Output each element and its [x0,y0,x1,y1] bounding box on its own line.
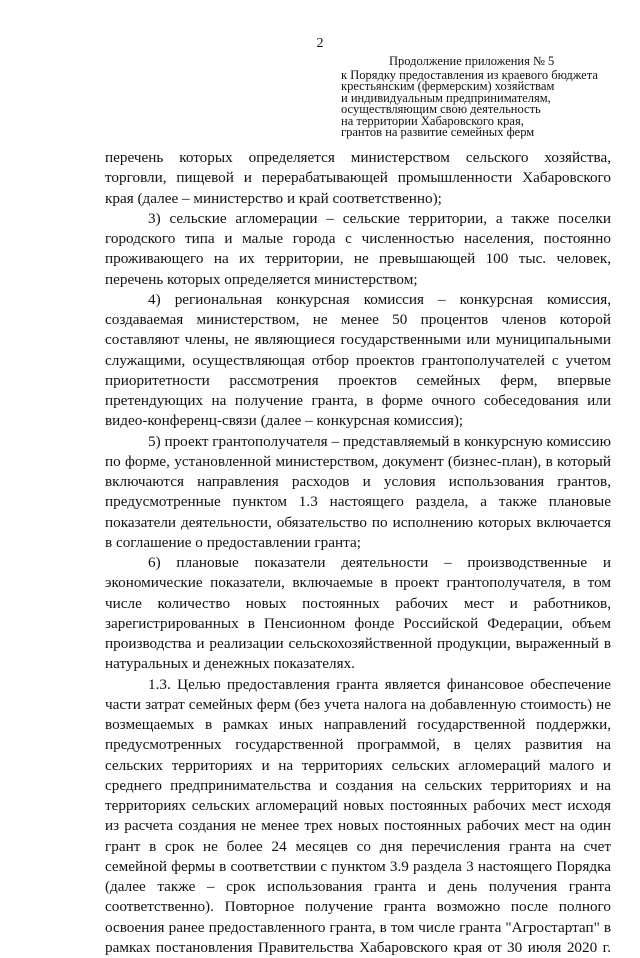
paragraph-item-4: 4) региональная конкурсная комиссия – конкурсная комиссия, создаваемая министерством, не менее 50 процентов членов которой составляют члены, не являющиеся государственными или муниципальными служащими, осуществляющая отбор проектов грантополучателей с учетом приоритетности рассмотрения проектов семейных ферм, впервые претендующих на получение гранта, в форме очного собеседования или видео-конференц-связи (далее – конкурсная комиссия); [105,290,611,432]
paragraph-item-6: 6) плановые показатели деятельности – производственные и экономические показатели, включаемые в проект грантополучателя, в том числе количество новых постоянных рабочих мест и работников, зарегистрированных в Пенсионном фонде Российской Федерации, объем производства и реализации сельскохозяйственной продукции, выраженный в натуральных и денежных показателях. [105,553,611,675]
page-number: 2 [0,36,640,52]
appendix-line: к Порядку предоставления из краевого бюджета [341,70,611,82]
appendix-line: крестьянским (фермерским) хозяйствам [341,81,611,93]
paragraph-item-5: 5) проект грантополучателя – представляемый в конкурсную комиссию по форме, установленной министерством, документ (бизнес-план), в который включаются направления расходов и условия использования грантов, предусмотренные пунктом 1.3 настоящего раздела, а также плановые показатели деятельности, обязательство по исполнению которых включается в соглашение о предоставлении гранта; [105,432,611,554]
paragraph-section-1-3: 1.3. Целью предоставления гранта является финансовое обеспечение части затрат семейных ферм (без учета налога на добавленную стоимость) не возмещаемых в рамках иных направлений государственной поддержки, предусмотренных государственной программой, в целях развития на сельских территориях и на территориях сельских агломераций малого и среднего предпринимательства и создания на сельских территориях и на территориях сельских агломераций новых постоянных рабочих мест исходя из расчета создания не менее трех новых постоянных рабочих мест на один грант в срок не более 24 месяцев со дня перечисления гранта на счет семейной фермы в соответствии с пунктом 3.9 раздела 3 настоящего Порядка (далее также – срок использования гранта и день получения гранта соответственно). Повторное получение гранта возможно после полного освоения ранее предоставленного гранта, в том числе гранта "Агростартап" в рамках постановления Правительства Хабаровского края от 30 июля 2020 г. [105,675,611,958]
appendix-line: грантов на развитие семейных ферм [341,127,611,139]
appendix-line: на территории Хабаровского края, [341,116,611,128]
appendix-title: Продолжение приложения № 5 [389,56,611,68]
appendix-line: и индивидуальным предпринимателям, [341,93,611,105]
document-body [105,148,611,958]
paragraph-continuation: перечень которых определяется министерством сельского хозяйства, торговли, пищевой и перерабатывающей промышленности Хабаровского края (далее – министерство и край соответственно); [105,148,611,209]
appendix-header [341,56,611,139]
paragraph-item-3: 3) сельские агломерации – сельские территории, а также поселки городского типа и малые города с численностью населения, постоянно проживающего на их территории, не превышающей 100 тыс. человек, перечень которых определяется министерством; [105,209,611,290]
appendix-line: осуществляющим свою деятельность [341,104,611,116]
